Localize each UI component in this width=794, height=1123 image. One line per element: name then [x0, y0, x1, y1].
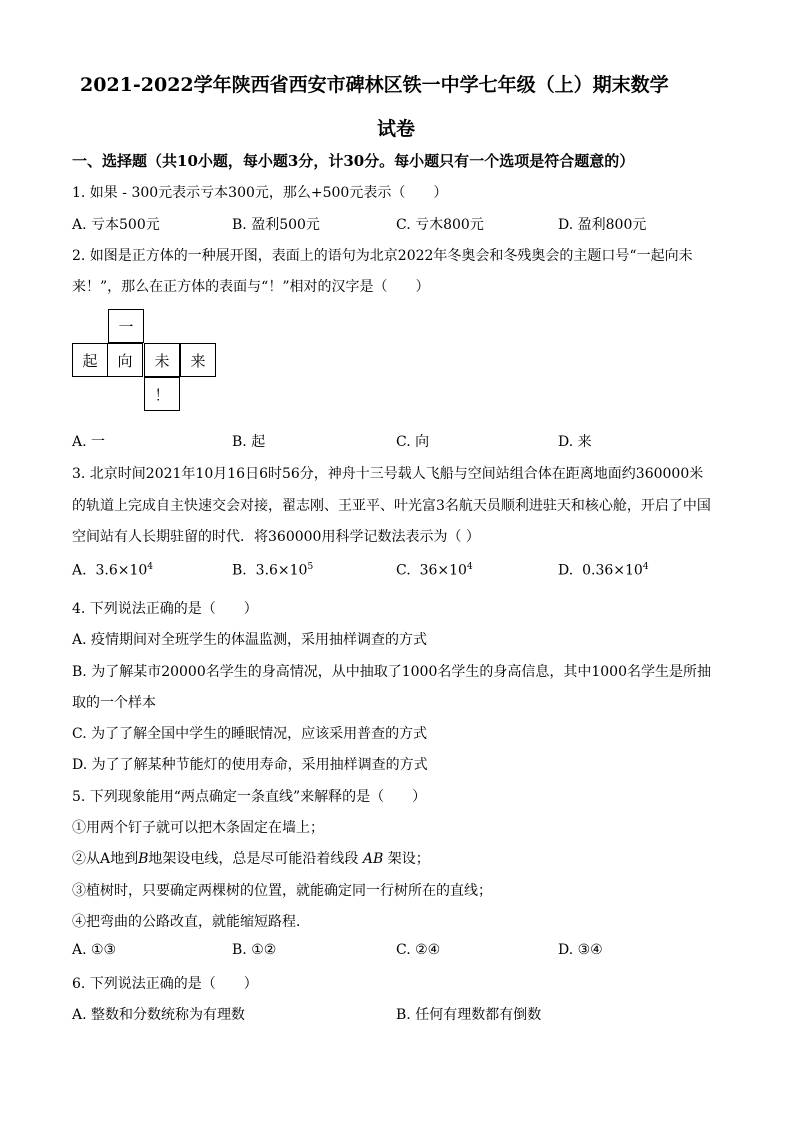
q1-option-a: A. 亏本500元 [72, 217, 160, 233]
q2-option-b: B. 起 [232, 434, 266, 450]
q4-option-b-line2: 取的一个样本 [72, 695, 156, 711]
net-cell-top: 一 [108, 309, 144, 343]
q1-option-b: B. 盈利500元 [232, 217, 320, 233]
net-cell-3: 未 [144, 343, 180, 377]
q6-option-b: B. 任何有理数都有倒数 [396, 1007, 542, 1023]
net-cell-1: 起 [72, 343, 108, 377]
q6-option-a: A. 整数和分数统称为有理数 [72, 1007, 246, 1023]
q3-stem-line2: 的轨道上完成自主快速交会对接，翟志刚、王亚平、叶光富3名航天员顺利进驻天和核心舱，开启了中国 [72, 498, 711, 514]
q3-option-d-label: D. [558, 562, 574, 579]
page-title-line2: 试卷 [377, 118, 416, 140]
q5-s2-part1: ②从A地到 [72, 851, 139, 867]
q3-option-c [396, 562, 473, 579]
q3-option-a-value: 3.6×10 [95, 562, 148, 579]
q5-statement-3: ③植树时，只要确定两棵树的位置，就能确定同一行树所在的直线； [72, 883, 492, 899]
q5-statement-1: ①用两个钉子就可以把木条固定在墙上； [72, 820, 324, 836]
q5-stem: 5. 下列现象能用“两点确定一条直线”来解释的是（ ） [72, 789, 427, 805]
q5-option-b: B. ①② [232, 942, 277, 958]
q3-option-a-label: A. [72, 562, 87, 579]
section-header: 一、选择题（共10小题，每小题3分，计30分。每小题只有一个选项是符合题意的） [72, 152, 635, 170]
q5-s2-segment-ab: AB [362, 851, 384, 867]
q3-option-d-exp: 4 [642, 562, 649, 572]
net-cell-bottom: ！ [144, 377, 180, 411]
q2-stem-line1: 2. 如图是正方体的一种展开图，表面上的语句为北京2022年冬奥会和冬残奥会的主题口号“一起向未 [72, 248, 693, 264]
q2-option-c: C. 向 [396, 434, 430, 450]
q5-option-a: A. ①③ [72, 942, 117, 958]
q1-option-c: C. 亏木800元 [396, 217, 484, 233]
page-title-line1: 2021-2022学年陕西省西安市碑林区铁一中学七年级（上）期末数学 [80, 74, 669, 96]
q3-stem-line1: 3. 北京时间2021年10月16日6时56分，神舟十三号载人飞船与空间站组合体在距离地面约360000米 [72, 466, 704, 482]
q3-option-d-value: 0.36×10 [582, 562, 643, 579]
q2-option-a: A. 一 [72, 434, 106, 450]
q3-option-b [232, 562, 313, 579]
q5-option-c: C. ②④ [396, 942, 441, 958]
q1-option-d: D. 盈利800元 [558, 217, 647, 233]
q3-option-a-exp: 4 [147, 562, 154, 572]
q3-option-c-label: C. [396, 562, 411, 579]
q6-stem: 6. 下列说法正确的是（ ） [72, 976, 258, 992]
q3-option-c-value: 36×10 [419, 562, 467, 579]
q5-statement-2 [72, 848, 430, 868]
q5-s2-point-b: B [138, 851, 149, 867]
q4-option-c: C. 为了了解全国中学生的睡眠情况，应该采用普查的方式 [72, 726, 428, 742]
q3-option-b-exp: 5 [307, 562, 314, 572]
q5-s2-part3: 架设； [387, 851, 430, 867]
net-cell-2: 向 [107, 343, 143, 377]
q3-option-b-value: 3.6×10 [255, 562, 308, 579]
q3-stem-line3: 空间站有人长期驻留的时代．将360000用科学记数法表示为（ ） [72, 529, 480, 545]
q5-s2-part2: 地架设电线，总是尽可能沿着线段 [148, 851, 359, 867]
q2-stem-line2: 来！”，那么在正方体的表面与“！”相对的汉字是（ ） [72, 279, 430, 295]
q4-option-d: D. 为了了解某种节能灯的使用寿命，采用抽样调查的方式 [72, 757, 428, 773]
net-cell-4: 来 [180, 343, 216, 377]
q4-stem: 4. 下列说法正确的是（ ） [72, 601, 258, 617]
q3-option-b-label: B. [232, 562, 247, 579]
q1-stem: 1. 如果 - 300元表示亏本300元，那么+500元表示（ ） [72, 185, 448, 201]
q3-option-d [558, 562, 649, 579]
q5-option-d: D. ③④ [558, 942, 603, 958]
q4-option-a: A. 疫情期间对全班学生的体温监测，采用抽样调查的方式 [72, 632, 428, 648]
q3-option-a [72, 562, 153, 579]
q3-option-c-exp: 4 [466, 562, 473, 572]
q4-option-b-line1: B. 为了解某市20000名学生的身高情况，从中抽取了1000名学生的身高信息，其中1000名学生是所抽 [72, 664, 711, 680]
q2-option-d: D. 来 [558, 434, 592, 450]
q5-statement-4: ④把弯曲的公路改直，就能缩短路程． [72, 914, 310, 930]
